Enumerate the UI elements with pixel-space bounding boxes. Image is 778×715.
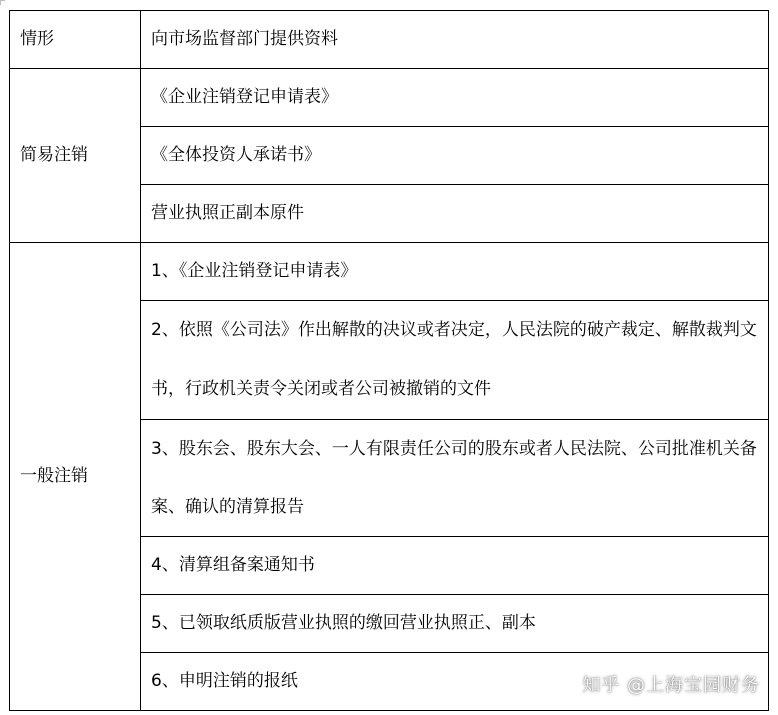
deregistration-materials-table bbox=[9, 10, 769, 711]
simple-deregistration-label: 简易注销 bbox=[10, 69, 141, 243]
header-materials-cell: 向市场监督部门提供资料 bbox=[141, 11, 769, 69]
general-item-cell: 6、申明注销的报纸 bbox=[141, 653, 769, 711]
general-item-cell: 2、依照《公司法》作出解散的决议或者决定，人民法院的破产裁定、解散裁判文书，行政机关责令关闭或者公司被撤销的文件 bbox=[141, 301, 769, 420]
general-item-cell: 3、股东会、股东大会、一人有限责任公司的股东或者人民法院、公司批准机关备案、确认的清算报告 bbox=[141, 420, 769, 537]
header-situation-cell: 情形 bbox=[10, 11, 141, 69]
general-item-cell: 1、《企业注销登记申请表》 bbox=[141, 243, 769, 301]
simple-item-cell: 营业执照正副本原件 bbox=[141, 185, 769, 243]
general-deregistration-label: 一般注销 bbox=[10, 243, 141, 711]
general-item-cell: 4、清算组备案通知书 bbox=[141, 537, 769, 595]
simple-item-cell: 《企业注销登记申请表》 bbox=[141, 69, 769, 127]
watermark-text: 知乎 @上海宝园财务 bbox=[582, 675, 760, 696]
simple-item-cell: 《全体投资人承诺书》 bbox=[141, 127, 769, 185]
general-item-cell: 5、已领取纸质版营业执照的缴回营业执照正、副本 bbox=[141, 595, 769, 653]
table-row bbox=[10, 69, 769, 127]
page-corner-mark bbox=[0, 0, 5, 5]
table-header-row bbox=[10, 11, 769, 69]
table-row bbox=[10, 243, 769, 301]
